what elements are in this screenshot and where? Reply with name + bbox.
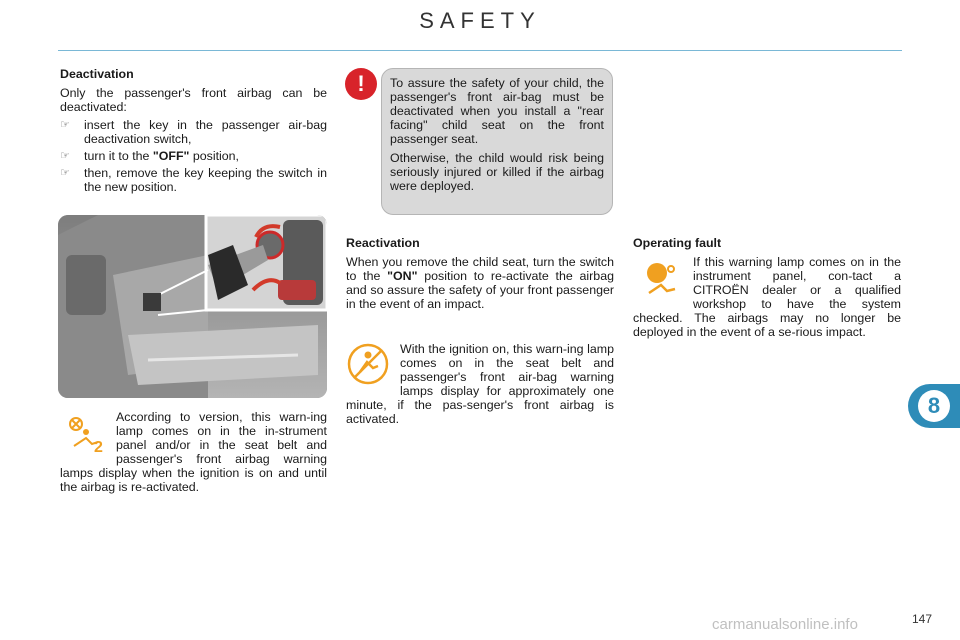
step-text: then, remove the key keeping the switch in the new position. <box>84 166 327 194</box>
airbag-fault-warning-icon <box>639 257 683 301</box>
svg-text:2: 2 <box>94 439 103 456</box>
airbag-on-warning-icon <box>346 342 390 386</box>
hand-pointer-icon: ☞ <box>60 119 70 131</box>
deactivation-intro: Only the passenger's front airbag can be deactivated: <box>60 86 327 114</box>
reactivation-text-part: position to re-activate the airbag and so assure the safety of your front passenger in the event of an impact. <box>346 269 614 311</box>
step-item <box>60 166 327 194</box>
deactivation-heading: Deactivation <box>60 67 134 81</box>
airbag-off-warning-icon <box>64 412 108 456</box>
step-bold: "OFF" <box>152 149 190 163</box>
page-title: SAFETY <box>419 8 541 33</box>
reactivation-text-bold: "ON" <box>387 269 418 283</box>
step-text: turn it to the <box>84 149 153 163</box>
reactivation-text <box>346 255 614 311</box>
step-text: position, <box>189 149 239 163</box>
watermark: carmanualsonline.info <box>712 616 858 633</box>
hand-pointer-icon: ☞ <box>60 167 70 179</box>
step-text: insert the key in the passenger air-bag deactivation switch, <box>84 118 327 146</box>
warning-paragraph-2: Otherwise, the child would risk being seriously injured or killed if the airbag were deployed. <box>390 151 604 193</box>
header-rule <box>58 50 902 51</box>
step-item <box>60 149 327 163</box>
operating-fault-heading: Operating fault <box>633 236 722 250</box>
reactivation-heading: Reactivation <box>346 236 420 250</box>
warning-paragraph-1: To assure the safety of your child, the passenger's front air-bag must be deactivated when you install a "rear facing" child seat on the front passenger seat. <box>390 76 604 146</box>
page-number: 147 <box>912 612 933 626</box>
hand-pointer-icon: ☞ <box>60 150 70 162</box>
operating-fault-section <box>633 236 901 343</box>
operating-fault-text: If this warning lamp comes on in the instrument panel, con-tact a CITROËN dealer or a qualified workshop to have the system checked. The airbags may no longer be deployed in the event of a se-rious impact. <box>633 255 901 339</box>
airbag-switch-photo <box>58 215 327 398</box>
step-item <box>60 118 327 146</box>
deactivated-lamp-text: According to version, this warn-ing lamp comes on in the in-strument panel and/or in the seat belt and passenger's front airbag warning lamps display when the ignition is on and until the airbag is re-activated. <box>60 410 327 494</box>
exclamation-icon: ! <box>345 68 377 100</box>
activated-lamp-text: With the ignition on, this warn-ing lamp comes on in the seat belt and passenger's front air-bag warning lamps display for approximately one minute, if the pas-senger's front airbag is activated. <box>346 342 614 426</box>
chapter-number: 8 <box>918 390 950 422</box>
chapter-tab <box>908 384 960 428</box>
deactivated-lamp-note <box>60 410 327 498</box>
deactivation-steps <box>60 118 327 194</box>
child-seat-warning-box <box>381 68 613 215</box>
reactivation-section <box>346 236 614 315</box>
reactivation-text-part: When you remove the child seat, turn the switch to the <box>346 255 614 283</box>
deactivation-section <box>60 67 327 197</box>
activated-lamp-note <box>346 342 614 430</box>
